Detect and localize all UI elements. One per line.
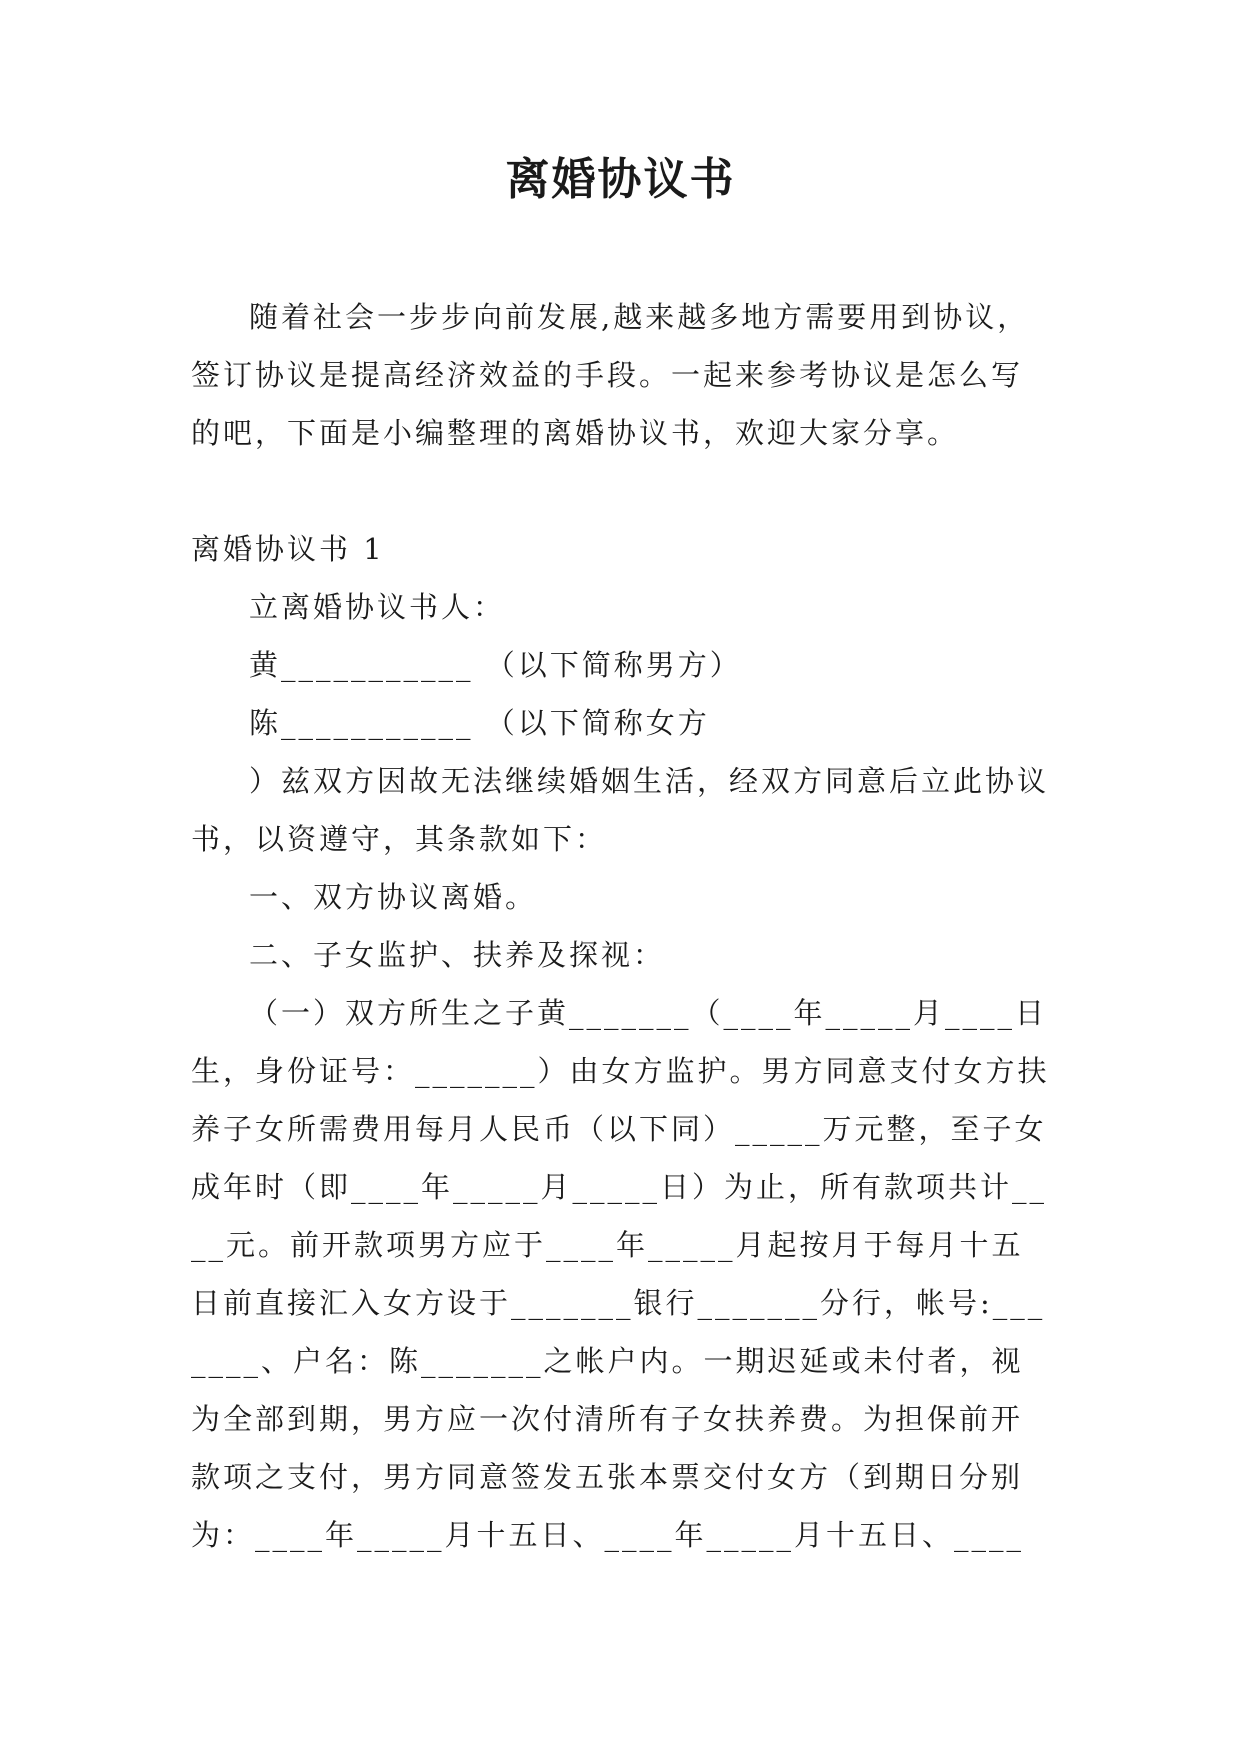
document-title: 离婚协议书 — [505, 154, 736, 205]
party-female-line: 陈___________ （以下简称女方 — [249, 706, 710, 740]
signers-label: 立离婚协议书人： — [249, 590, 506, 624]
section-heading: 离婚协议书 1 — [191, 532, 385, 566]
intro-paragraph: 随着社会一步步向前发展,越来越多地方需要用到协议，签订协议是提高经济效益的手段。一起来参考协议是怎么写的吧，下面是小编整理的离婚协议书，欢迎大家分享。 — [191, 300, 1030, 450]
document-body — [191, 288, 1053, 1564]
clause-2-1: （一）双方所生之子黄_______（____年_____月____日生，身份证号：_______）由女方监护。男方同意支付女方扶养子女所需费用每月人民币（以下同）_____万元整，至子女成年时（即____年_____月_____日）为止，所有款项共计____元。前开款项男方应于____年_____月起按月于每月十五日前直接汇入女方设于_______银行_______分行，帐号:_______、户名：陈_______之帐户内。一期迟延或未付者，视为全部到期，男方应一次付清所有子女扶养费。为担保前开款项之支付，男方同意签发五张本票交付女方（到期日分别为：____年_____月十五日、____年_____月十五日、____ — [191, 996, 1050, 1552]
clause-1: 一、双方协议离婚。 — [249, 880, 538, 914]
clause-2: 二、子女监护、扶养及探视： — [249, 938, 666, 972]
party-male-line: 黄___________ （以下简称男方） — [249, 648, 742, 682]
agreement-paragraph: ）兹双方因故无法继续婚姻生活，经双方同意后立此协议书，以资遵守，其条款如下： — [191, 764, 1050, 856]
